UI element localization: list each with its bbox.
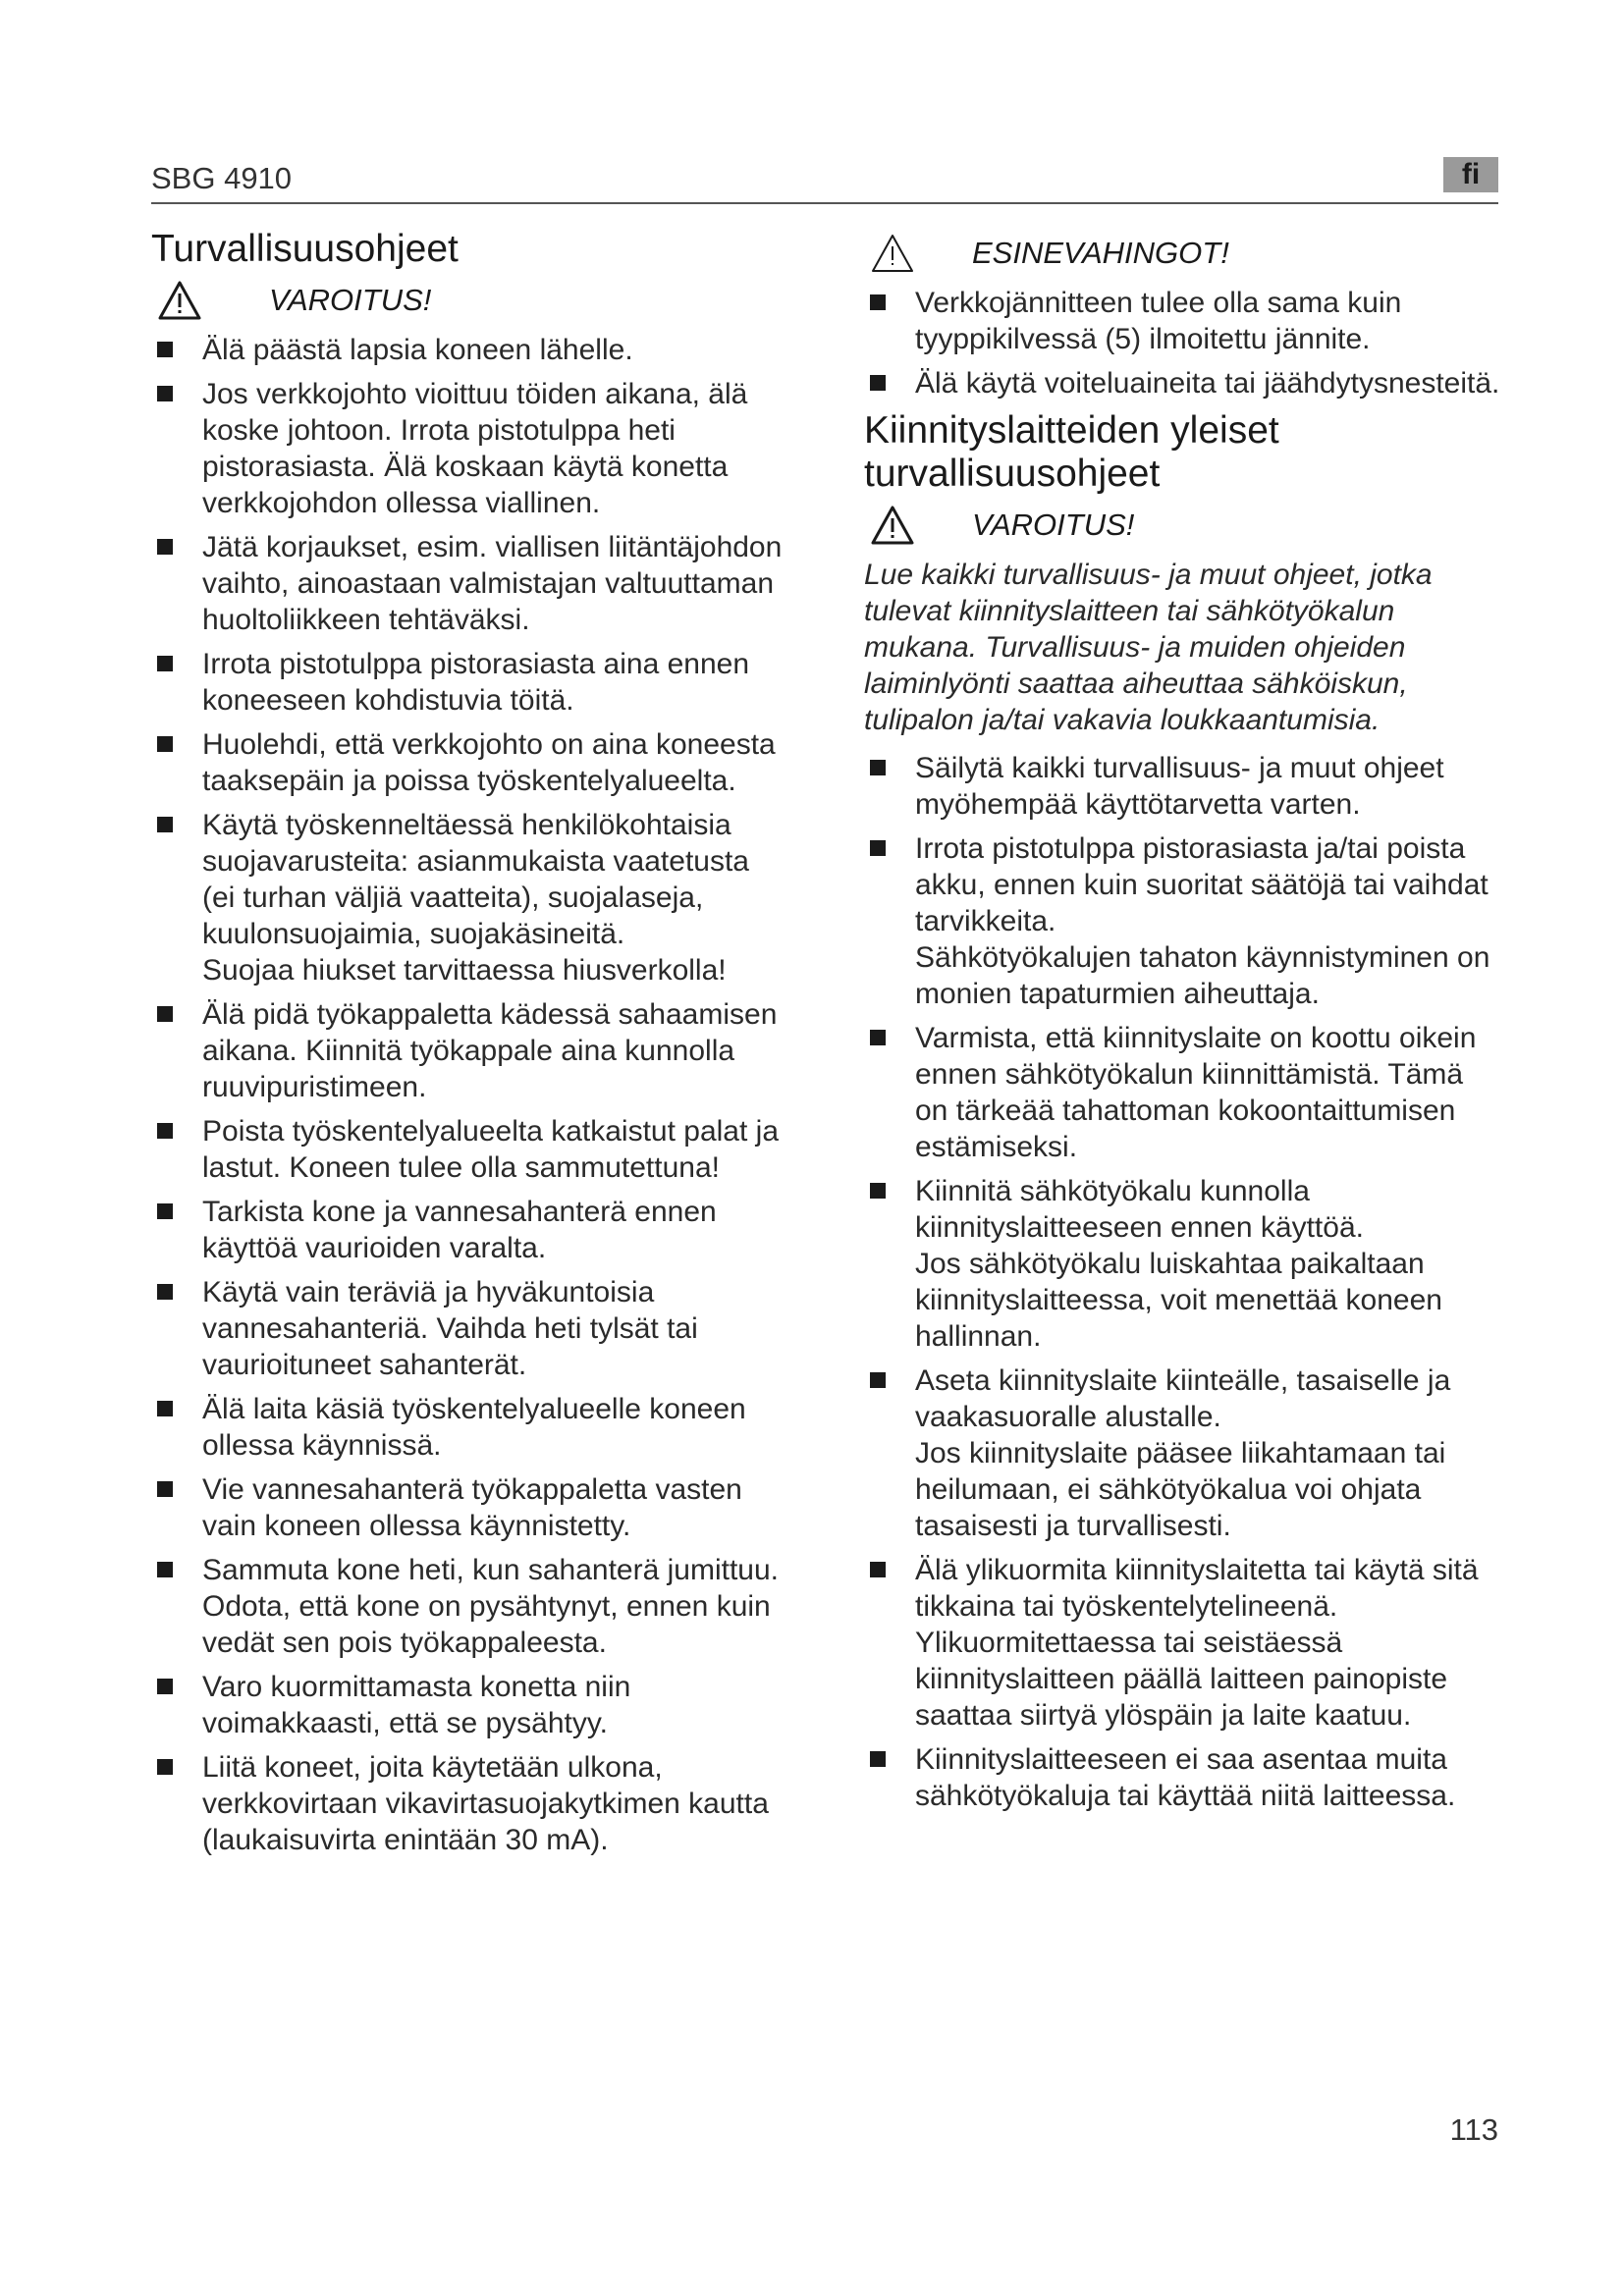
list-item (151, 1552, 789, 1661)
bullet-square-icon (157, 656, 173, 671)
list-item (864, 750, 1502, 823)
list-item-text: Irrota pistotulppa pistorasiasta ja/tai poista akku, ennen kuin suoritat säätöjä tai vaihdat tarvikkeita. (915, 832, 1489, 937)
page-number: 113 (1449, 2112, 1498, 2147)
section-title-safety: Turvallisuusohjeet (151, 228, 459, 270)
bullet-square-icon (157, 1481, 173, 1497)
list-item (864, 830, 1502, 1012)
list-item-text: Jos sähkötyökalu luiskahtaa paikaltaan kiinnityslaitteessa, voit menettää koneen hallinnan. (915, 1248, 1442, 1353)
list-item (151, 726, 789, 799)
bullet-square-icon (157, 539, 173, 555)
warning-label: VAROITUS! (269, 283, 432, 317)
list-item (151, 807, 789, 988)
list-item (151, 529, 789, 638)
list-item-text: Säilytä kaikki turvallisuus- ja muut ohjeet myöhempää käyttötarvetta varten. (915, 752, 1444, 821)
list-item (864, 1552, 1502, 1734)
list-item-text: Älä laita käsiä työskentelyalueelle koneen ollessa käynnissä. (202, 1393, 746, 1462)
list-item (151, 1194, 789, 1266)
bullet-square-icon (870, 1030, 886, 1045)
page-header (151, 157, 1498, 204)
list-item (151, 1669, 789, 1741)
damage-list (864, 285, 1502, 401)
list-item (151, 332, 789, 368)
list-item-text: Tarkista kone ja vannesahanterä ennen käyttöä vaurioiden varalta. (202, 1196, 717, 1264)
list-item-text: Älä ylikuormita kiinnityslaitetta tai käytä sitä tikkaina tai työskentelytelineenä. (915, 1554, 1479, 1623)
model-name: SBG 4910 (151, 161, 293, 195)
bullet-square-icon (157, 1759, 173, 1775)
bullet-square-icon (157, 1679, 173, 1694)
list-item-text: Jos verkkojohto vioittuu töiden aikana, älä koske johtoon. Irrota pistotulppa heti pistorasiasta. Älä koskaan käytä konetta verkkojohdon ollessa viallinen. (202, 378, 748, 519)
bullet-square-icon (870, 840, 886, 856)
bullet-square-icon (157, 1401, 173, 1416)
intro-paragraph: Lue kaikki turvallisuus- ja muut ohjeet, jotka tulevat kiinnityslaitteen tai sähkötyökalun mukana. Turvallisuus- ja muiden ohjeiden laiminlyönti saattaa aiheuttaa sähköiskun, tulipalon ja/tai vakavia loukkaantumisia. (864, 559, 1433, 736)
list-item (151, 1471, 789, 1544)
bullet-square-icon (870, 1751, 886, 1767)
list-item-text: Varmista, että kiinnityslaite on koottu oikein ennen sähkötyökalun kiinnittämistä. Tämä on tärkeää tahattoman kokoontaittumisen estämiseksi. (915, 1022, 1477, 1163)
list-item-text: Verkkojännitteen tulee olla sama kuin tyyppikilvessä (5) ilmoitettu jännite. (915, 287, 1402, 355)
list-item-text: Aseta kiinnityslaite kiinteälle, tasaiselle ja vaakasuoralle alustalle. (915, 1364, 1451, 1433)
list-item-text: Sähkötyökalujen tahaton käynnistyminen on monien tapaturmien aiheuttaja. (915, 941, 1490, 1010)
bullet-square-icon (870, 294, 886, 310)
warning-row (151, 275, 789, 326)
list-item-text: Käytä vain teräviä ja hyväkuntoisia vannesahanteriä. Vaihda heti tylsät tai vaurioituneet sahanterät. (202, 1276, 698, 1381)
list-item-text: Huolehdi, että verkkojohto on aina koneesta taaksepäin ja poissa työskentelyalueelta. (202, 728, 776, 797)
list-item-text: Älä pidä työkappaletta kädessä sahaamisen aikana. Kiinnitä työkappale aina kunnolla ruuvipuristimeen. (202, 998, 778, 1103)
bullet-square-icon (157, 1006, 173, 1022)
bullet-square-icon (157, 817, 173, 832)
left-column (151, 228, 789, 1866)
bullet-square-icon (870, 1372, 886, 1388)
bullet-square-icon (870, 1183, 886, 1199)
bullet-square-icon (157, 736, 173, 752)
list-item-text: Liitä koneet, joita käytetään ulkona, verkkovirtaan vikavirtasuojakytkimen kautta (laukaisuvirta enintään 30 mA). (202, 1751, 769, 1856)
list-item-text: Käytä työskenneltäessä henkilökohtaisia suojavarusteita: asianmukaista vaatetusta (ei turhan väljiä vaatteita), suojalaseja, kuulonsuojaimia, suojakäsineitä. (202, 809, 749, 950)
list-item (864, 1362, 1502, 1544)
list-item (151, 996, 789, 1105)
list-item-text: Varo kuormittamasta konetta niin voimakkaasti, että se pysähtyy. (202, 1671, 631, 1739)
warning-triangle-icon (870, 505, 915, 546)
right-safety-list (864, 750, 1502, 1814)
list-item-text: Poista työskentelyalueelta katkaistut palat ja lastut. Koneen tulee olla sammutettuna! (202, 1115, 780, 1184)
bullet-square-icon (157, 342, 173, 357)
list-item (151, 646, 789, 719)
list-item-text: Älä käytä voiteluaineita tai jäähdytysnesteitä. (915, 367, 1500, 400)
list-item (151, 1391, 789, 1464)
list-item-text: Älä päästä lapsia koneen lähelle. (202, 334, 633, 366)
list-item-text: Vie vannesahanterä työkappaletta vasten vain koneen ollessa käynnistetty. (202, 1473, 742, 1542)
warning-row (864, 500, 1502, 551)
list-item (864, 285, 1502, 357)
left-safety-list (151, 332, 789, 1858)
bullet-square-icon (157, 1562, 173, 1577)
list-item (151, 1274, 789, 1383)
list-item (864, 1020, 1502, 1165)
list-item-text: Sammuta kone heti, kun sahanterä jumittuu. Odota, että kone on pysähtynyt, ennen kuin vedät sen pois työkappaleesta. (202, 1554, 779, 1659)
damage-label: ESINEVAHINGOT! (972, 236, 1229, 270)
bullet-square-icon (157, 386, 173, 401)
list-item (151, 1113, 789, 1186)
list-item (864, 1741, 1502, 1814)
warning-triangle-icon (870, 233, 915, 274)
list-item-text: Kiinnityslaitteeseen ei saa asentaa muita sähkötyökaluja tai käyttää niitä laitteessa. (915, 1743, 1456, 1812)
list-item (864, 1173, 1502, 1355)
list-item-text: Suojaa hiukset tarvittaessa hiusverkolla! (202, 954, 727, 987)
section-title-clamping: Kiinnityslaitteiden yleiset turvallisuusohjeet (864, 409, 1279, 495)
list-item (864, 365, 1502, 401)
bullet-square-icon (870, 1562, 886, 1577)
list-item (151, 1749, 789, 1858)
bullet-square-icon (157, 1284, 173, 1300)
list-item-text: Kiinnitä sähkötyökalu kunnolla kiinnityslaitteeseen ennen käyttöä. (915, 1175, 1364, 1244)
list-item-text: Irrota pistotulppa pistorasiasta aina ennen koneeseen kohdistuvia töitä. (202, 648, 750, 717)
bullet-square-icon (870, 760, 886, 775)
list-item-text: Jos kiinnityslaite pääsee liikahtamaan tai heilumaan, ei sähkötyökalua voi ohjata tasaisesti ja turvallisesti. (915, 1437, 1446, 1542)
warning-label: VAROITUS! (972, 507, 1135, 542)
warning-triangle-icon (157, 280, 202, 321)
right-column (864, 228, 1502, 1822)
damage-warning-row (864, 228, 1502, 279)
bullet-square-icon (870, 375, 886, 391)
list-item-text: Ylikuormitettaessa tai seistäessä kiinnityslaitteen päällä laitteen painopiste saattaa siirtyä ylöspäin ja laite kaatuu. (915, 1627, 1448, 1732)
list-item (151, 376, 789, 521)
list-item-text: Jätä korjaukset, esim. viallisen liitäntäjohdon vaihto, ainoastaan valmistajan valtuuttaman huoltoliikkeen tehtäväksi. (202, 531, 783, 636)
language-badge: fi (1443, 157, 1498, 192)
bullet-square-icon (157, 1203, 173, 1219)
bullet-square-icon (157, 1123, 173, 1139)
